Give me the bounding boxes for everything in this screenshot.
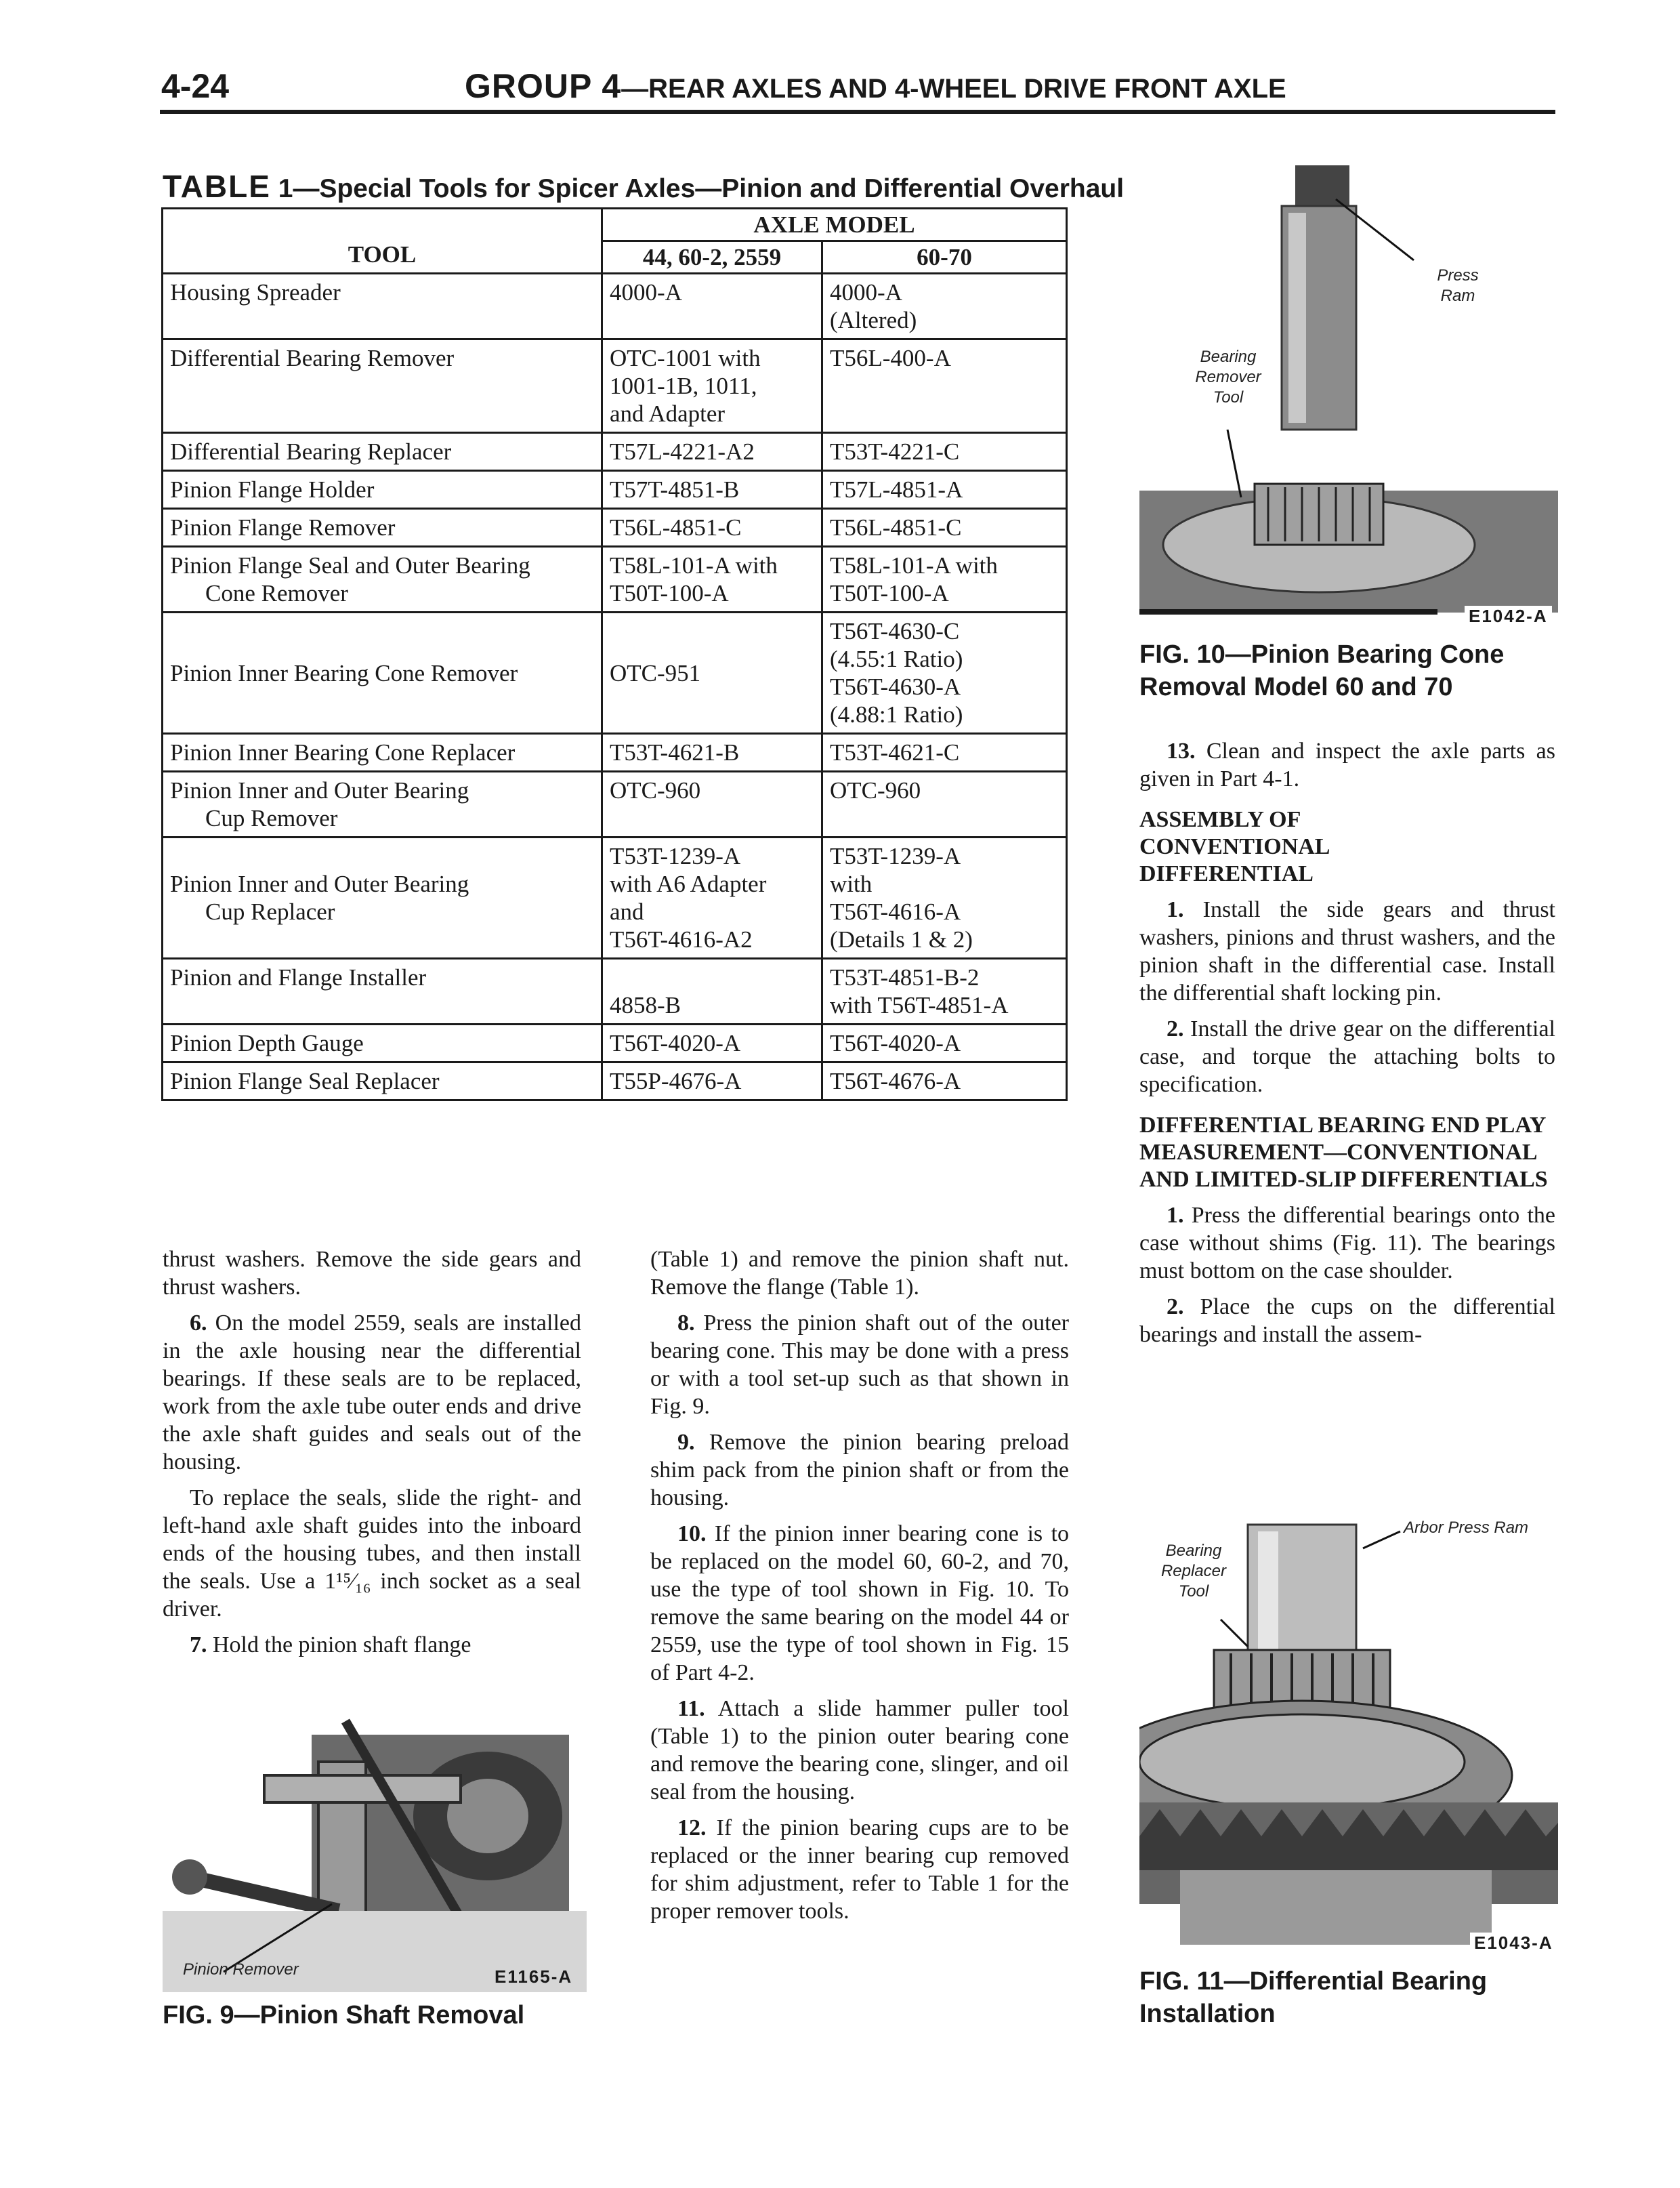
special-tools-table <box>161 207 1068 1101</box>
model-b-tool-cell: T58L-101-A with T50T-100-A <box>822 547 1067 613</box>
column-header-model-a: 44, 60-2, 2559 <box>602 241 822 274</box>
model-a-tool-cell: T56L-4851-C <box>602 509 822 547</box>
tool-name-cell: Pinion Inner Bearing Cone Replacer <box>163 734 602 772</box>
step-6: 6. On the model 2559, seals are installed in the axle housing near the differential bearings. If these seals are to be replaced, work from the axle tube outer ends and drive the axle shaft guides and seals out of the housing. <box>163 1310 581 1474</box>
paragraph: (Table 1) and remove the pinion shaft nut. Remove the flange (Table 1). <box>650 1247 1069 1300</box>
model-a-tool-cell: T55P-4676-A <box>602 1062 822 1100</box>
fig11-label-bearing-replacer-tool: Bearing Replacer Tool <box>1160 1542 1227 1601</box>
table-row <box>163 1025 1067 1062</box>
tool-name-cell: Pinion Flange Seal and Outer Bearing Cone Remover <box>163 547 602 613</box>
section-heading-assembly: ASSEMBLY OF CONVENTIONAL DIFFERENTIAL <box>1139 807 1329 886</box>
table-caption <box>163 168 1124 205</box>
model-a-tool-cell: T57T-4851-B <box>602 471 822 509</box>
fig9-photo <box>163 1708 587 1992</box>
table-row <box>163 1062 1067 1100</box>
table-row <box>163 613 1067 734</box>
group-label: GROUP 4 <box>465 67 622 105</box>
text-column-1 <box>163 1245 581 1667</box>
model-b-tool-cell: T56T-4020-A <box>822 1025 1067 1062</box>
end-play-step-2: 2. Place the cups on the differential bearings and install the assem- <box>1139 1294 1555 1347</box>
model-a-tool-cell: T57L-4221-A2 <box>602 433 822 471</box>
table-row <box>163 547 1067 613</box>
model-a-tool-cell: OTC-1001 with 1001-1B, 1011, and Adapter <box>602 339 822 433</box>
model-a-tool-cell: T53T-4621-B <box>602 734 822 772</box>
model-b-tool-cell: T53T-1239-A with T56T-4616-A (Details 1 & 2) <box>822 838 1067 959</box>
fig9-caption: FIG. 9—Pinion Shaft Removal <box>163 2001 525 2029</box>
step-7: 7. Hold the pinion shaft flange <box>190 1632 471 1657</box>
model-b-tool-cell: T56T-4630-C (4.55:1 Ratio) T56T-4630-A (4.88:1 Ratio) <box>822 613 1067 734</box>
fig11-label-arbor-press-ram: Arbor Press Ram <box>1404 1519 1529 1537</box>
header-rule <box>160 110 1555 114</box>
table-row <box>163 838 1067 959</box>
text-column-3 <box>1139 737 1555 1357</box>
tool-name-cell: Differential Bearing Replacer <box>163 433 602 471</box>
fig10-label-press-ram: Press Ram <box>1437 266 1479 305</box>
step-12: 12. If the pinion bearing cups are to be replaced or the inner bearing cup removed for shim adjustment, refer to Table 1 for the proper remover tools. <box>650 1815 1069 1924</box>
fig11-caption: FIG. 11—Differential Bearing Installation <box>1139 1967 1488 2028</box>
step-13: 13. Clean and inspect the axle parts as given in Part 4-1. <box>1139 739 1555 791</box>
model-b-tool-cell: T57L-4851-A <box>822 471 1067 509</box>
table-row <box>163 772 1067 838</box>
model-b-tool-cell: OTC-960 <box>822 772 1067 838</box>
step-10: 10. If the pinion inner bearing cone is to be replaced on the model 60, 60-2, and 70, use the type of tool shown in Fig. 10. To remove the same bearing on the model 44 or 2559, use the type of tool shown in Fig. 15 of Part 4-2. <box>650 1521 1069 1685</box>
table-caption-prefix: TABLE <box>163 169 271 204</box>
running-header <box>465 66 1286 106</box>
tool-name-cell: Pinion Inner and Outer Bearing Cup Replacer <box>163 838 602 959</box>
model-a-tool-cell: OTC-960 <box>602 772 822 838</box>
fig9-code: E1165-A <box>495 1966 573 1987</box>
fig10-caption: FIG. 10—Pinion Bearing Cone Removal Model 60 and 70 <box>1139 640 1505 701</box>
model-b-tool-cell: T53T-4621-C <box>822 734 1067 772</box>
fig10-code: E1042-A <box>1465 606 1552 627</box>
table-row <box>163 433 1067 471</box>
tool-name-cell: Pinion Inner and Outer Bearing Cup Remover <box>163 772 602 838</box>
model-b-tool-cell: T56L-4851-C <box>822 509 1067 547</box>
model-b-tool-cell: 4000-A (Altered) <box>822 274 1067 339</box>
fig11-photo <box>1139 1518 1558 1958</box>
section-heading-end-play: DIFFERENTIAL BEARING END PLAY MEASUREMENT—CONVENTIONAL AND LIMITED-SLIP DIFFERENTIALS <box>1139 1113 1548 1192</box>
group-title: —REAR AXLES AND 4-WHEEL DRIVE FRONT AXLE <box>621 74 1286 104</box>
table-row <box>163 471 1067 509</box>
table-row <box>163 339 1067 433</box>
pinion-shaft-removal-illustration <box>163 1708 587 1992</box>
column-header-tool: TOOL <box>163 209 602 274</box>
tool-name-cell: Pinion Flange Seal Replacer <box>163 1062 602 1100</box>
step-9: 9. Remove the pinion bearing preload shim pack from the pinion shaft or from the housing. <box>650 1430 1069 1510</box>
tool-name-cell: Differential Bearing Remover <box>163 339 602 433</box>
paragraph: To replace the seals, slide the right- and left-hand axle shaft guides into the inboard ends of the housing tubes, and then install the seals. Use a 1¹⁵⁄₁₆ inch socket as a seal driver. <box>163 1485 581 1622</box>
model-a-tool-cell: T53T-1239-A with A6 Adapter and T56T-4616-A2 <box>602 838 822 959</box>
tool-name-cell: Housing Spreader <box>163 274 602 339</box>
column-header-axle-model: AXLE MODEL <box>602 209 1067 241</box>
tool-name-cell: Pinion Flange Holder <box>163 471 602 509</box>
step-11: 11. Attach a slide hammer puller tool (Table 1) to the pinion outer bearing cone and remove the bearing cone, slinger, and oil seal from the housing. <box>650 1696 1069 1804</box>
model-b-tool-cell: T56L-400-A <box>822 339 1067 433</box>
model-a-tool-cell: 4858-B <box>602 959 822 1025</box>
model-a-tool-cell: T58L-101-A with T50T-100-A <box>602 547 822 613</box>
model-b-tool-cell: T53T-4851-B-2 with T56T-4851-A <box>822 959 1067 1025</box>
assembly-step-2: 2. Install the drive gear on the differential case, and torque the attaching bolts to specification. <box>1139 1016 1555 1097</box>
model-a-tool-cell: T56T-4020-A <box>602 1025 822 1062</box>
fig9-label-pinion-remover: Pinion Remover <box>183 1960 299 1979</box>
tool-name-cell: Pinion Flange Remover <box>163 509 602 547</box>
paragraph: thrust washers. Remove the side gears and thrust washers. <box>163 1247 581 1300</box>
step-8: 8. Press the pinion shaft out of the outer bearing cone. This may be done with a press or with a tool set-up such as that shown in Fig. 9. <box>650 1310 1069 1419</box>
tool-name-cell: Pinion and Flange Installer <box>163 959 602 1025</box>
table-row <box>163 509 1067 547</box>
table-row <box>163 734 1067 772</box>
model-b-tool-cell: T56T-4676-A <box>822 1062 1067 1100</box>
model-b-tool-cell: T53T-4221-C <box>822 433 1067 471</box>
model-a-tool-cell: OTC-951 <box>602 613 822 734</box>
table-caption-text: 1—Special Tools for Spicer Axles—Pinion and Differential Overhaul <box>278 174 1125 203</box>
fig10-photo <box>1139 165 1558 626</box>
fig11-code: E1043-A <box>1470 1933 1557 1954</box>
assembly-step-1: 1. Install the side gears and thrust washers, pinions and thrust washers, and the pinion shaft in the differential case. Install the differential shaft locking pin. <box>1139 897 1555 1006</box>
tool-name-cell: Pinion Depth Gauge <box>163 1025 602 1062</box>
text-column-2 <box>650 1245 1069 1933</box>
table-row <box>163 274 1067 339</box>
model-a-tool-cell: 4000-A <box>602 274 822 339</box>
column-header-model-b: 60-70 <box>822 241 1067 274</box>
end-play-step-1: 1. Press the differential bearings onto the case without shims (Fig. 11). The bearings must bottom on the case shoulder. <box>1139 1203 1555 1283</box>
table-row <box>163 959 1067 1025</box>
fig10-label-bearing-remover-tool: Bearing Remover Tool <box>1195 348 1261 407</box>
tool-name-cell: Pinion Inner Bearing Cone Remover <box>163 613 602 734</box>
page-number: 4-24 <box>161 67 230 105</box>
